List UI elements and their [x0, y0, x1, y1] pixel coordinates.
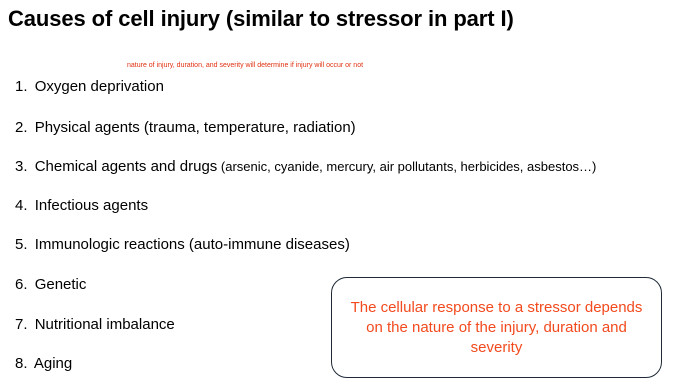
list-item-4 — [15, 197, 148, 214]
callout-box — [331, 277, 662, 378]
list-item-text: Chemical agents and drugs — [34, 158, 218, 175]
list-item-detail: (arsenic, cyanide, mercury, air pollutants, herbicides, asbestos…) — [217, 159, 597, 174]
list-item-text: Oxygen deprivation — [34, 78, 164, 95]
list-item-7 — [15, 316, 175, 333]
list-item-number: 4. — [15, 197, 28, 214]
list-item-number: 8. — [15, 355, 28, 372]
list-item-2 — [15, 119, 356, 136]
list-item-number: 1. — [15, 78, 28, 95]
list-item-text: Physical agents (trauma, temperature, radiation) — [34, 119, 356, 136]
list-item-text: Nutritional imbalance — [34, 316, 175, 333]
list-item-5 — [15, 236, 350, 253]
list-item-8 — [15, 355, 72, 372]
list-item-text: Aging — [33, 355, 73, 372]
list-item-1 — [15, 78, 164, 95]
list-item-text: Immunologic reactions (auto-immune diseases) — [34, 236, 350, 253]
slide-title: Causes of cell injury (similar to stressor in part I) — [8, 6, 514, 31]
list-item-3 — [15, 158, 596, 175]
list-item-number: 3. — [15, 158, 28, 175]
list-item-number: 7. — [15, 316, 28, 333]
list-item-text: Genetic — [34, 276, 87, 293]
callout-text: The cellular response to a stressor depends on the nature of the injury, duration and severity — [350, 298, 643, 356]
list-item-number: 2. — [15, 119, 28, 136]
slide-note: nature of injury, duration, and severity will determine if injury will occur or not — [127, 62, 364, 69]
list-item-number: 6. — [15, 276, 28, 293]
list-item-text: Infectious agents — [34, 197, 149, 214]
list-item-6 — [15, 276, 86, 293]
list-item-number: 5. — [15, 236, 28, 253]
